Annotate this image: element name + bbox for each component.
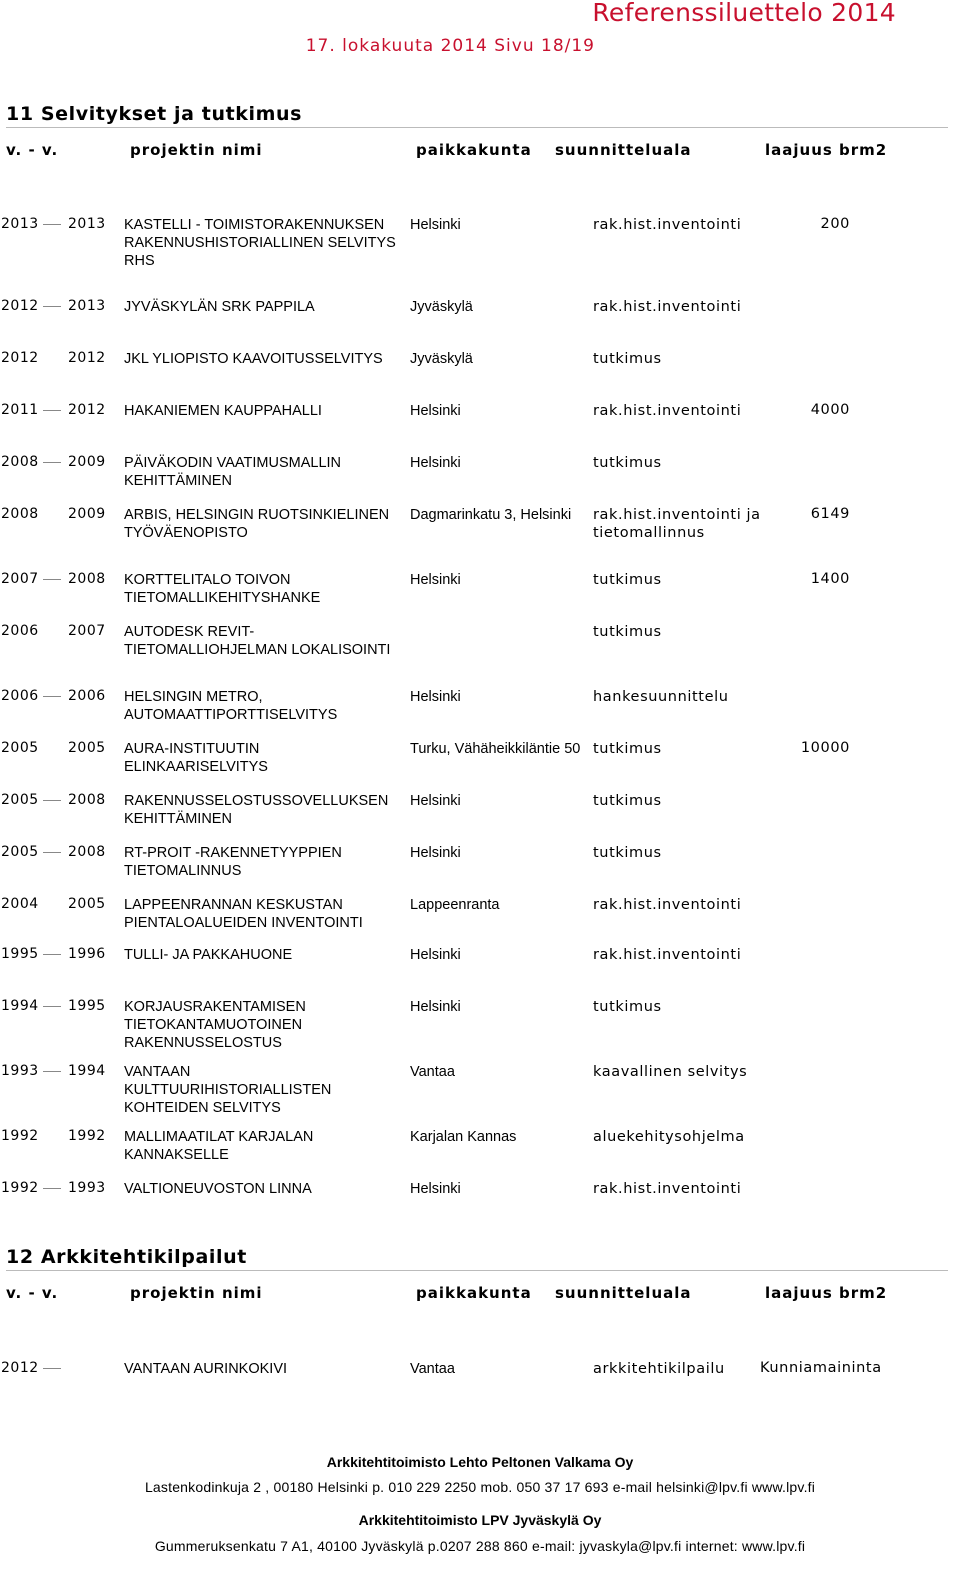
year-to: 2009 xyxy=(68,454,106,470)
year-from: 2012 xyxy=(1,298,39,314)
year-range-dash xyxy=(43,579,61,580)
year-from: 2004 xyxy=(1,896,39,912)
project-location: Helsinki xyxy=(410,572,461,588)
project-name: RT-PROIT -RAKENNETYYPPIEN TIETOMALINNUS xyxy=(124,845,342,879)
project-name: HELSINGIN METRO, AUTOMAATTIPORTTISELVITYS xyxy=(124,689,338,723)
project-name: AUTODESK REVIT-TIETOMALLIOHJELMAN LOKALISOINTI xyxy=(124,624,391,658)
col-project-header: projektin nimi xyxy=(130,1284,263,1302)
year-range-dash xyxy=(43,1188,61,1189)
design-field: kaavallinen selvitys xyxy=(593,1064,748,1080)
project-name: VALTIONEUVOSTON LINNA xyxy=(124,1181,312,1197)
design-field: tutkimus xyxy=(593,455,662,471)
area-value: 4000 xyxy=(810,402,850,418)
project-name: JKL YLIOPISTO KAAVOITUSSELVITYS xyxy=(124,351,383,367)
year-from: 2013 xyxy=(1,216,39,232)
design-field: tutkimus xyxy=(593,793,662,809)
year-to: 2008 xyxy=(68,844,106,860)
year-from: 2005 xyxy=(1,792,39,808)
year-from: 1992 xyxy=(1,1128,39,1144)
project-location: Helsinki xyxy=(410,1181,461,1197)
project-location: Helsinki xyxy=(410,689,461,705)
year-range-dash xyxy=(43,954,61,955)
year-to: 1992 xyxy=(68,1128,106,1144)
year-range-dash xyxy=(43,224,61,225)
page-subtitle: 17. lokakuuta 2014 Sivu 18/19 xyxy=(305,36,595,56)
project-name: MALLIMAATILAT KARJALAN KANNAKSELLE xyxy=(124,1129,314,1163)
project-location: Helsinki xyxy=(410,793,461,809)
col-area-header: laajuus brm2 xyxy=(765,1284,888,1302)
year-range-dash xyxy=(43,1368,61,1369)
design-field: aluekehitysohjelma xyxy=(593,1129,745,1145)
project-location: Helsinki xyxy=(410,845,461,861)
area-value: 10000 xyxy=(800,740,850,756)
project-name: ARBIS, HELSINGIN RUOTSINKIELINEN TYÖVÄENOPISTO xyxy=(124,507,390,541)
year-to: 2013 xyxy=(68,298,106,314)
year-to: 2005 xyxy=(68,896,106,912)
year-to: 2013 xyxy=(68,216,106,232)
project-name: KORTTELITALO TOIVON TIETOMALLIKEHITYSHANKE xyxy=(124,572,321,606)
project-location: Turku, Vähäheikkiläntie 50 xyxy=(410,741,581,757)
year-to: 2006 xyxy=(68,688,106,704)
year-from: 2008 xyxy=(1,454,39,470)
project-location: Jyväskylä xyxy=(410,299,473,315)
col-type-header: suunnitteluala xyxy=(555,141,692,159)
year-range-dash xyxy=(43,410,61,411)
section-title: 12 Arkkitehtikilpailut xyxy=(6,1246,247,1268)
design-field: arkkitehtikilpailu xyxy=(593,1361,725,1377)
year-from: 2012 xyxy=(1,350,39,366)
year-to: 2008 xyxy=(68,571,106,587)
year-to: 2008 xyxy=(68,792,106,808)
project-name: VANTAAN KULTTUURIHISTORIALLISTEN KOHTEIDEN SELVITYS xyxy=(124,1064,332,1116)
year-to: 1993 xyxy=(68,1180,106,1196)
footer-office-helsinki: Arkkitehtitoimisto Lehto Peltonen Valkama Oy xyxy=(326,1454,634,1470)
year-to: 1996 xyxy=(68,946,106,962)
design-field: tutkimus xyxy=(593,845,662,861)
project-location: Helsinki xyxy=(410,217,461,233)
project-name: KASTELLI - TOIMISTORAKENNUKSEN RAKENNUSHISTORIALLINEN SELVITYS RHS xyxy=(124,217,396,269)
col-years-header: v. - v. xyxy=(6,1284,59,1302)
col-place-header: paikkakunta xyxy=(416,1284,532,1302)
project-name: TULLI- JA PAKKAHUONE xyxy=(124,947,293,963)
project-location: Lappeenranta xyxy=(410,897,500,913)
year-range-dash xyxy=(43,462,61,463)
section-title: 11 Selvitykset ja tutkimus xyxy=(6,103,303,125)
year-from: 2006 xyxy=(1,623,39,639)
year-from: 2005 xyxy=(1,740,39,756)
project-location: Helsinki xyxy=(410,947,461,963)
project-location: Jyväskylä xyxy=(410,351,473,367)
project-name: JYVÄSKYLÄN SRK PAPPILA xyxy=(124,299,315,315)
year-range-dash xyxy=(43,852,61,853)
year-from: 2006 xyxy=(1,688,39,704)
col-area-header: laajuus brm2 xyxy=(765,141,888,159)
design-field: rak.hist.inventointi xyxy=(593,897,742,913)
design-field: rak.hist.inventointi xyxy=(593,1181,742,1197)
year-range-dash xyxy=(43,1071,61,1072)
year-to: 1994 xyxy=(68,1063,106,1079)
year-range-dash xyxy=(43,1006,61,1007)
year-to: 2012 xyxy=(68,350,106,366)
project-location: Helsinki xyxy=(410,999,461,1015)
project-location: Helsinki xyxy=(410,403,461,419)
design-field: rak.hist.inventointi xyxy=(593,947,742,963)
year-from: 1992 xyxy=(1,1180,39,1196)
year-from: 1994 xyxy=(1,998,39,1014)
footer-contact-jyvaskyla: Gummeruksenkatu 7 A1, 40100 Jyväskylä p.0207 288 860 e-mail: jyvaskyla@lpv.fi internet: www.lpv.fi xyxy=(154,1538,806,1554)
project-name: VANTAAN AURINKOKIVI xyxy=(124,1361,288,1377)
area-value: 1400 xyxy=(810,571,850,587)
year-from: 1993 xyxy=(1,1063,39,1079)
year-to: 2012 xyxy=(68,402,106,418)
area-value: Kunniamaininta xyxy=(760,1360,882,1376)
col-years-header: v. - v. xyxy=(6,141,59,159)
project-location: Vantaa xyxy=(410,1361,455,1377)
project-name: PÄIVÄKODIN VAATIMUSMALLIN KEHITTÄMINEN xyxy=(124,455,342,489)
design-field: hankesuunnittelu xyxy=(593,689,729,705)
design-field: tutkimus xyxy=(593,999,662,1015)
design-field: tutkimus xyxy=(593,351,662,367)
year-from: 2005 xyxy=(1,844,39,860)
design-field: rak.hist.inventointi ja tietomallinnus xyxy=(593,507,761,541)
year-range-dash xyxy=(43,306,61,307)
year-range-dash xyxy=(43,696,61,697)
year-to: 2005 xyxy=(68,740,106,756)
area-value: 6149 xyxy=(810,506,850,522)
year-from: 2011 xyxy=(1,402,39,418)
year-range-dash xyxy=(43,800,61,801)
design-field: rak.hist.inventointi xyxy=(593,403,742,419)
year-from: 2008 xyxy=(1,506,39,522)
project-name: RAKENNUSSELOSTUSSOVELLUKSEN KEHITTÄMINEN xyxy=(124,793,389,827)
section-divider xyxy=(6,127,948,128)
year-from: 2012 xyxy=(1,1360,39,1376)
year-to: 2007 xyxy=(68,623,106,639)
page-title: Referenssiluettelo 2014 xyxy=(592,0,896,27)
year-from: 1995 xyxy=(1,946,39,962)
project-location: Dagmarinkatu 3, Helsinki xyxy=(410,507,572,523)
year-from: 2007 xyxy=(1,571,39,587)
project-location: Vantaa xyxy=(410,1064,455,1080)
project-name: AURA-INSTITUUTIN ELINKAARISELVITYS xyxy=(124,741,268,775)
project-name: KORJAUSRAKENTAMISEN TIETOKANTAMUOTOINEN RAKENNUSSELOSTUS xyxy=(124,999,306,1051)
col-place-header: paikkakunta xyxy=(416,141,532,159)
section-divider xyxy=(6,1270,948,1271)
col-type-header: suunnitteluala xyxy=(555,1284,692,1302)
year-to: 2009 xyxy=(68,506,106,522)
footer-office-jyvaskyla: Arkkitehtitoimisto LPV Jyväskylä Oy xyxy=(358,1512,602,1528)
project-name: LAPPEENRANNAN KESKUSTAN PIENTALOALUEIDEN INVENTOINTI xyxy=(124,897,363,931)
design-field: tutkimus xyxy=(593,572,662,588)
col-project-header: projektin nimi xyxy=(130,141,263,159)
project-location: Karjalan Kannas xyxy=(410,1129,517,1145)
project-location: Helsinki xyxy=(410,455,461,471)
design-field: tutkimus xyxy=(593,741,662,757)
design-field: tutkimus xyxy=(593,624,662,640)
project-name: HAKANIEMEN KAUPPAHALLI xyxy=(124,403,322,419)
area-value: 200 xyxy=(820,216,850,232)
design-field: rak.hist.inventointi xyxy=(593,299,742,315)
design-field: rak.hist.inventointi xyxy=(593,217,742,233)
year-to: 1995 xyxy=(68,998,106,1014)
footer-contact-helsinki: Lastenkodinkuja 2 , 00180 Helsinki p. 010 229 2250 mob. 050 37 17 693 e-mail helsinki@lpv.fi www.lpv.fi xyxy=(144,1479,816,1495)
